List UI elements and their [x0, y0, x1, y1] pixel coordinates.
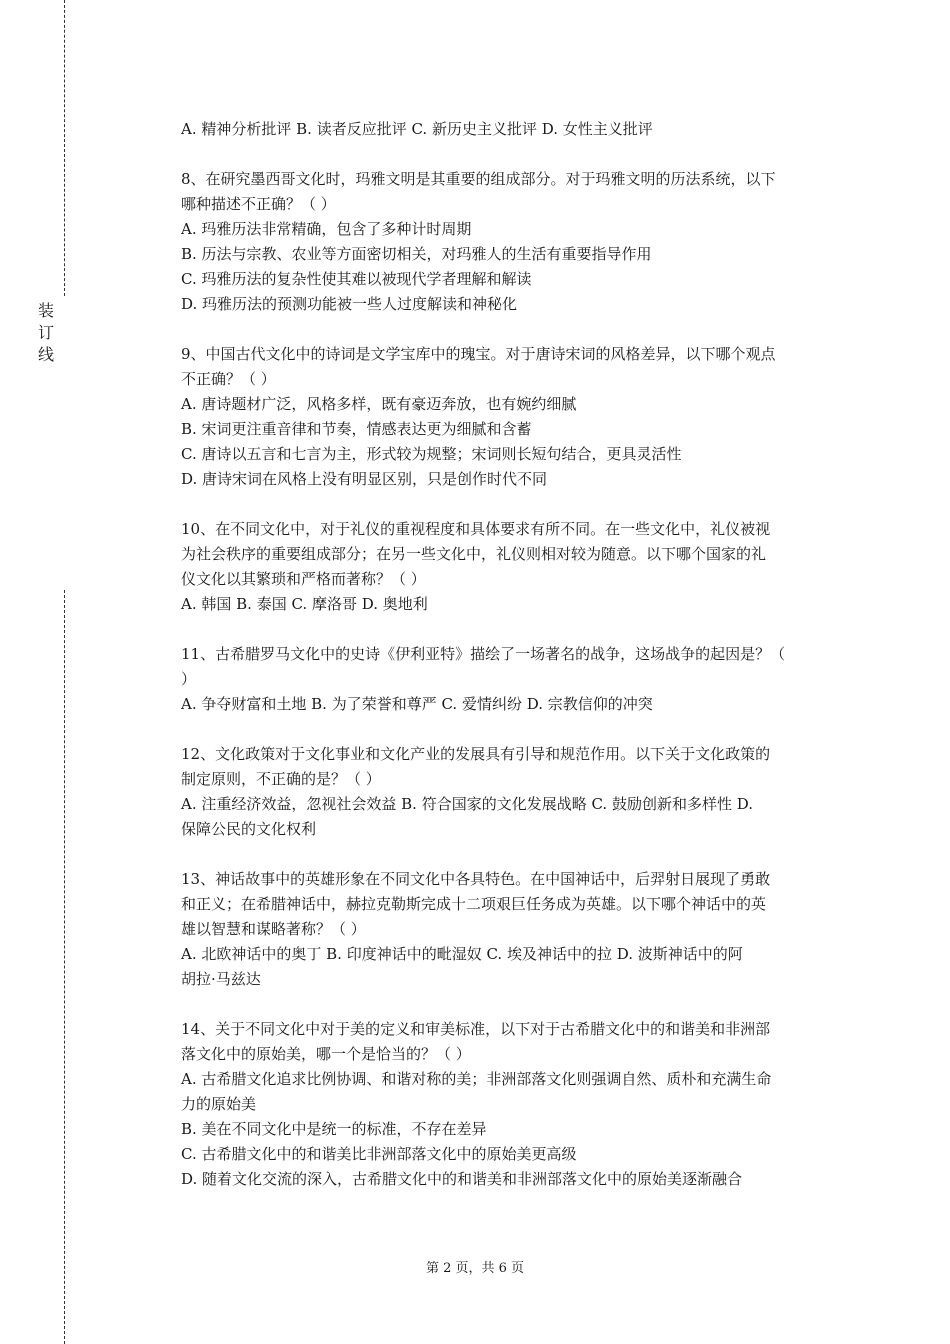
q10-options: A. 韩国 B. 泰国 C. 摩洛哥 D. 奥地利 — [181, 595, 428, 613]
q8-stem: 8、在研究墨西哥文化时，玛雅文明是其重要的组成部分。对于玛雅文明的历法系统，以下 — [181, 170, 776, 188]
binding-label-char: 线 — [37, 345, 54, 364]
q8-option-a: A. 玛雅历法非常精确，包含了多种计时周期 — [181, 220, 472, 238]
q10-stem: 10、在不同文化中，对于礼仪的重视程度和具体要求有所不同。在一些文化中，礼仪被视 — [181, 520, 771, 538]
q14-option-a: 力的原始美 — [181, 1095, 257, 1113]
q11-stem: ） — [181, 670, 197, 688]
q14-stem: 14、关于不同文化中对于美的定义和审美标准，以下对于古希腊文化中的和谐美和非洲部 — [181, 1020, 771, 1038]
page-number: 第 2 页，共 6 页 — [425, 1261, 525, 1276]
binding-label-char: 装 — [37, 301, 54, 320]
q9-option-d: D. 唐诗宋词在风格上没有明显区别，只是创作时代不同 — [181, 470, 548, 488]
q10-stem: 仪文化以其繁琐和严格而著称？（ ） — [181, 570, 426, 588]
binding-label — [36, 300, 56, 366]
q11-stem: 11、古希腊罗马文化中的史诗《伊利亚特》描绘了一场著名的战争，这场战争的起因是？（ — [181, 645, 786, 663]
q9-option-a: A. 唐诗题材广泛，风格多样，既有豪迈奔放，也有婉约细腻 — [181, 395, 577, 413]
q9-option-c: C. 唐诗以五言和七言为主，形式较为规整；宋词则长短句结合，更具灵活性 — [181, 445, 682, 463]
binding-line-bottom — [64, 590, 65, 1344]
binding-label-char: 订 — [37, 323, 54, 342]
q12-stem: 12、文化政策对于文化事业和文化产业的发展具有引导和规范作用。以下关于文化政策的 — [181, 745, 771, 763]
q10-stem: 为社会秩序的重要组成部分；在另一些文化中，礼仪则相对较为随意。以下哪个国家的礼 — [181, 545, 767, 563]
q7-options: A. 精神分析批评 B. 读者反应批评 C. 新历史主义批评 D. 女性主义批评 — [181, 120, 653, 138]
q14-stem: 落文化中的原始美，哪一个是恰当的？（ ） — [181, 1045, 471, 1063]
q13-stem: 和正义；在希腊神话中，赫拉克勒斯完成十二项艰巨任务成为英雄。以下哪个神话中的英 — [181, 895, 767, 913]
q8-option-c: C. 玛雅历法的复杂性使其难以被现代学者理解和解读 — [181, 270, 532, 288]
q14-option-c: C. 古希腊文化中的和谐美比非洲部落文化中的原始美更高级 — [181, 1145, 577, 1163]
q12-stem: 制定原则，不正确的是？（ ） — [181, 770, 381, 788]
q8-stem: 哪种描述不正确？（ ） — [181, 195, 336, 213]
q9-option-b: B. 宋词更注重音律和节奏，情感表达更为细腻和含蓄 — [181, 420, 532, 438]
q13-options: A. 北欧神话中的奥丁 B. 印度神话中的毗湿奴 C. 埃及神话中的拉 D. 波斯神话中的阿 — [181, 945, 743, 963]
question-list — [181, 117, 838, 1192]
q13-options: 胡拉·马兹达 — [181, 970, 261, 988]
q8-option-d: D. 玛雅历法的预测功能被一些人过度解读和神秘化 — [181, 295, 518, 313]
q9-stem: 9、中国古代文化中的诗词是文学宝库中的瑰宝。对于唐诗宋词的风格差异，以下哪个观点 — [181, 345, 776, 363]
q14-option-a: A. 古希腊文化追求比例协调、和谐对称的美；非洲部落文化则强调自然、质朴和充满生命 — [181, 1070, 772, 1088]
q12-options: 保障公民的文化权利 — [181, 820, 317, 838]
q8-option-b: B. 历法与宗教、农业等方面密切相关，对玛雅人的生活有重要指导作用 — [181, 245, 652, 263]
q13-stem: 13、神话故事中的英雄形象在不同文化中各具特色。在中国神话中，后羿射日展现了勇敢 — [181, 870, 771, 888]
q9-stem: 不正确？（ ） — [181, 370, 276, 388]
q14-option-d: D. 随着文化交流的深入，古希腊文化中的和谐美和非洲部落文化中的原始美逐渐融合 — [181, 1170, 743, 1188]
q13-stem: 雄以智慧和谋略著称？（ ） — [181, 920, 366, 938]
binding-line-top — [64, 0, 65, 296]
q12-options: A. 注重经济效益，忽视社会效益 B. 符合国家的文化发展战略 C. 鼓励创新和多样性 D. — [181, 795, 753, 813]
q11-options: A. 争夺财富和土地 B. 为了荣誉和尊严 C. 爱情纠纷 D. 宗教信仰的冲突 — [181, 695, 653, 713]
q14-option-b: B. 美在不同文化中是统一的标准，不存在差异 — [181, 1120, 487, 1138]
